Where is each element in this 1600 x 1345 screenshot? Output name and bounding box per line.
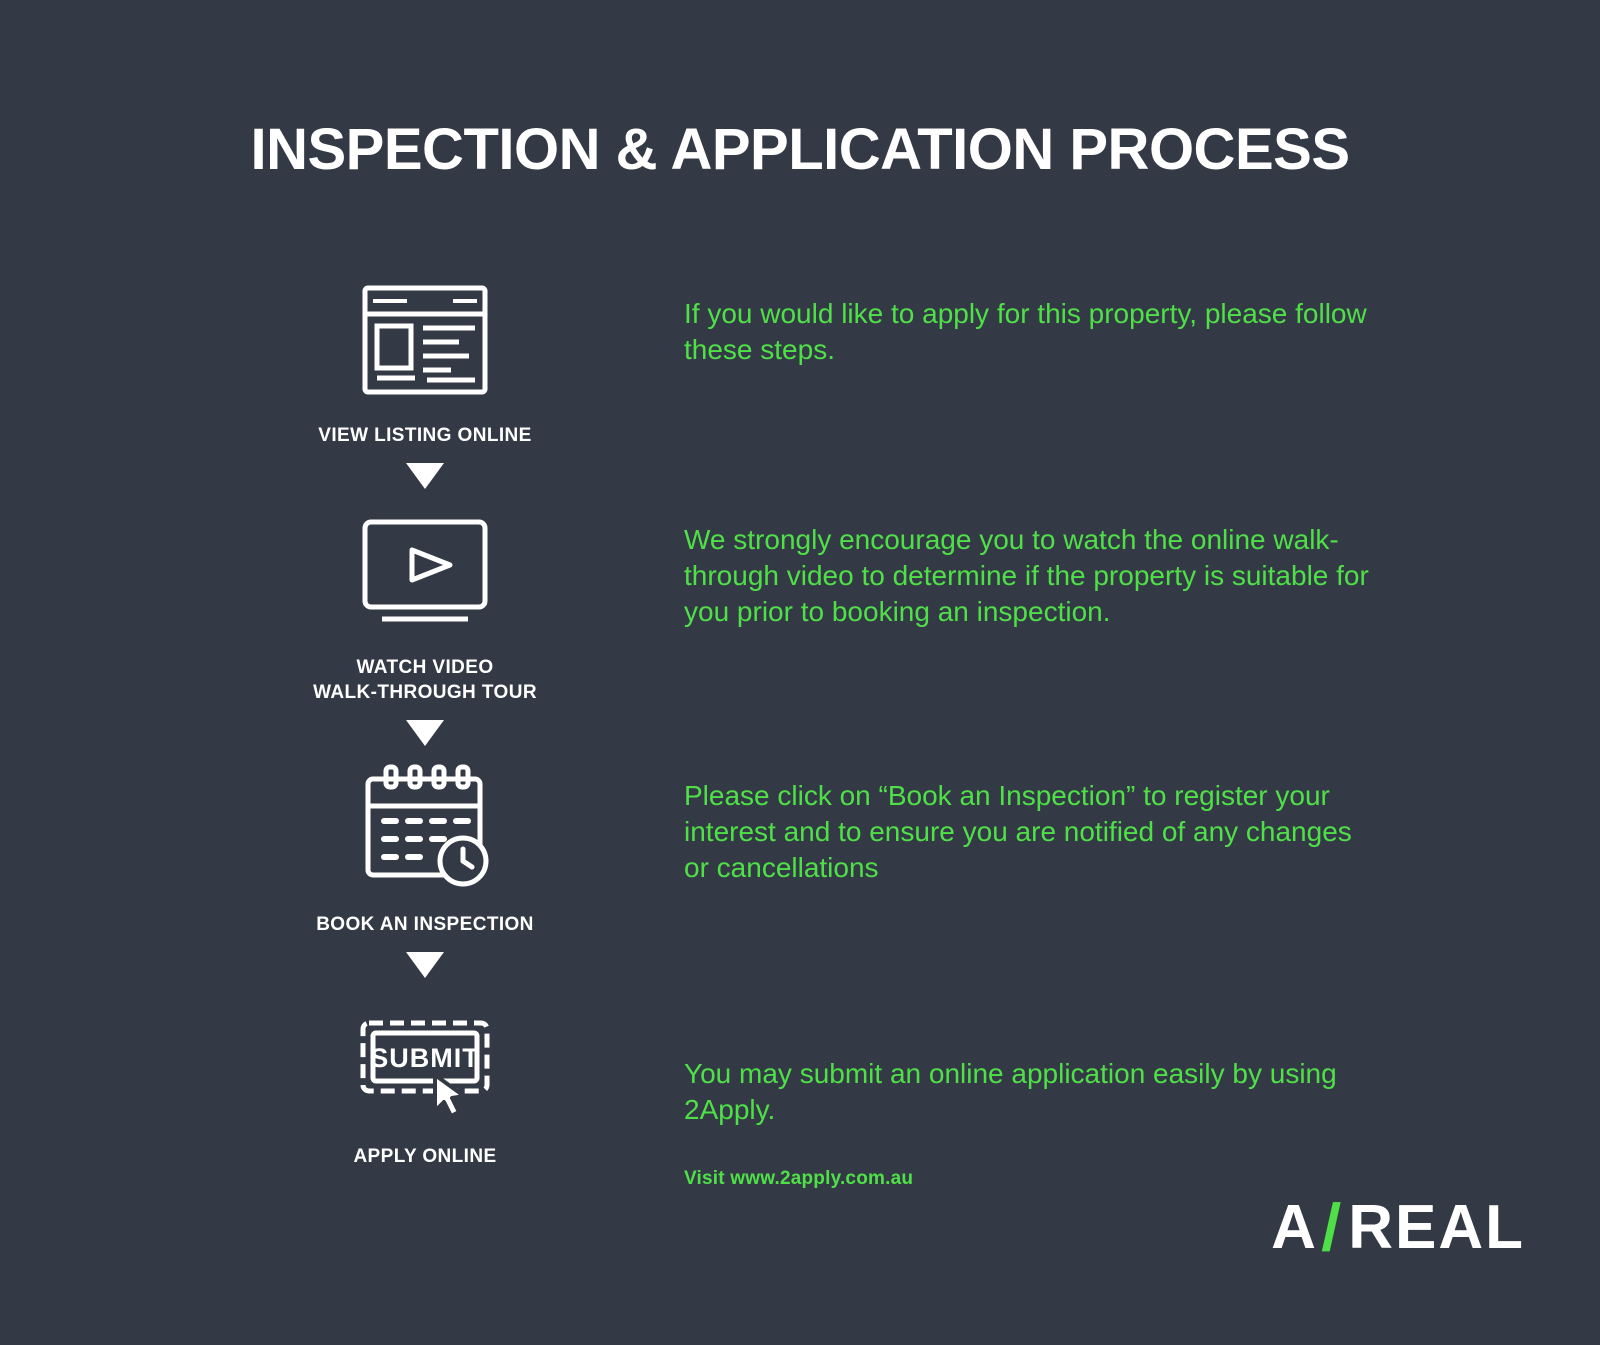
- paragraph-apply: You may submit an online application easily by using 2Apply.: [684, 1058, 1337, 1125]
- step-label-watch-video: [300, 655, 550, 706]
- calendar-clock-icon: [300, 754, 550, 904]
- logo-name: REAL: [1348, 1192, 1525, 1262]
- arrow-down-icon-1: [300, 463, 550, 489]
- video-play-icon: [300, 497, 550, 647]
- arrow-down-icon-3: [300, 952, 550, 978]
- step-label-watch-video-line2: WALK-THROUGH TOUR: [313, 682, 537, 704]
- step-view-listing: [300, 265, 550, 449]
- step-label-watch-video-line1: WATCH VIDEO: [356, 656, 494, 678]
- process-flow: [300, 265, 550, 1169]
- step-label-apply-online: APPLY ONLINE: [353, 1145, 497, 1167]
- browser-listing-icon: [300, 265, 550, 415]
- visit-link[interactable]: Visit www.2apply.com.au: [684, 1168, 914, 1189]
- paragraph-intro: If you would like to apply for this property, please follow these steps.: [684, 298, 1367, 365]
- paragraph-inspection: Please click on “Book an Inspection” to register your interest and to ensure you are notified of any changes or cancellations: [684, 780, 1352, 883]
- step-label-view-listing: VIEW LISTING ONLINE: [318, 425, 532, 446]
- page-title: INSPECTION & APPLICATION PROCESS: [250, 117, 1350, 182]
- step-book-inspection: [300, 754, 550, 938]
- svg-text:SUBMIT: SUBMIT: [370, 1042, 480, 1073]
- step-watch-video: [300, 497, 550, 706]
- brand-logo: [1271, 1189, 1525, 1265]
- step-apply-online: [300, 986, 550, 1170]
- logo-slash-icon: /: [1320, 1190, 1344, 1264]
- arrow-down-icon-2: [300, 720, 550, 746]
- paragraph-video: We strongly encourage you to watch the online walk-through video to determine if the property is suitable for you prior to booking an inspection.: [684, 524, 1369, 627]
- logo-prefix: A: [1271, 1192, 1318, 1262]
- submit-button-cursor-icon: [300, 986, 550, 1136]
- step-label-book-inspection: BOOK AN INSPECTION: [316, 913, 534, 935]
